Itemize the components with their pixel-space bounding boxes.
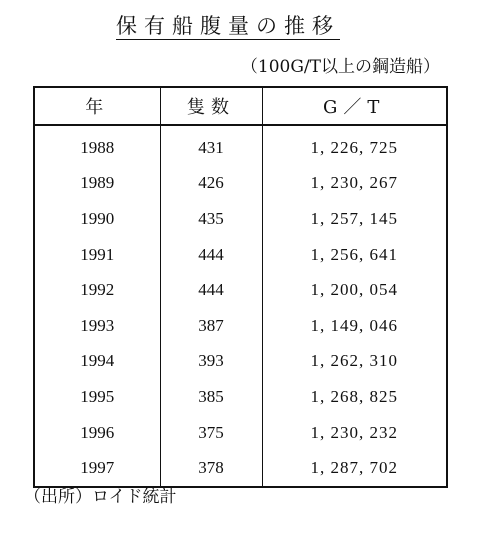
table-row bbox=[34, 379, 447, 415]
tonnage-cell: 1, 268, 825 bbox=[310, 386, 398, 406]
count-cell: 444 bbox=[160, 237, 262, 273]
table-row bbox=[34, 201, 447, 237]
tonnage-cell: 1, 230, 267 bbox=[310, 173, 398, 193]
column-header-year: 年 bbox=[34, 87, 160, 125]
table-row bbox=[34, 125, 447, 166]
year-cell: 1997 bbox=[34, 450, 160, 487]
count-cell: 431 bbox=[160, 125, 262, 166]
table-row bbox=[34, 450, 447, 487]
count-cell: 393 bbox=[160, 344, 262, 380]
table-row bbox=[34, 344, 447, 380]
year-cell: 1995 bbox=[34, 379, 160, 415]
count-cell: 426 bbox=[160, 166, 262, 202]
year-cell: 1996 bbox=[34, 415, 160, 451]
header-row bbox=[34, 87, 447, 125]
data-table bbox=[33, 86, 448, 488]
table-row bbox=[34, 237, 447, 273]
year-cell: 1994 bbox=[34, 344, 160, 380]
count-cell: 375 bbox=[160, 415, 262, 451]
count-cell: 387 bbox=[160, 308, 262, 344]
year-cell: 1993 bbox=[34, 308, 160, 344]
tonnage-cell: 1, 257, 145 bbox=[310, 208, 398, 228]
year-cell: 1992 bbox=[34, 272, 160, 308]
tonnage-cell: 1, 230, 232 bbox=[310, 422, 398, 442]
column-header-tonnage: G／T bbox=[262, 87, 447, 125]
column-header-count: 隻数 bbox=[160, 87, 262, 125]
count-cell: 385 bbox=[160, 379, 262, 415]
tonnage-cell: 1, 262, 310 bbox=[310, 351, 398, 371]
tonnage-cell: 1, 149, 046 bbox=[310, 315, 398, 335]
count-cell: 435 bbox=[160, 201, 262, 237]
table-row bbox=[34, 272, 447, 308]
year-cell: 1988 bbox=[34, 125, 160, 166]
table-row bbox=[34, 308, 447, 344]
year-cell: 1989 bbox=[34, 166, 160, 202]
source-note: （出所）ロイド統計 bbox=[24, 487, 177, 507]
tonnage-cell: 1, 287, 702 bbox=[310, 458, 398, 478]
table-row bbox=[34, 166, 447, 202]
count-cell: 378 bbox=[160, 450, 262, 487]
page-title: 保有船腹量の推移 bbox=[116, 14, 340, 38]
tonnage-cell: 1, 256, 641 bbox=[310, 244, 398, 264]
table-subtitle: （100G/T以上の鋼造船） bbox=[240, 57, 440, 77]
tonnage-cell: 1, 226, 725 bbox=[310, 137, 398, 157]
table-row bbox=[34, 415, 447, 451]
year-cell: 1990 bbox=[34, 201, 160, 237]
tonnage-cell: 1, 200, 054 bbox=[310, 280, 398, 300]
year-cell: 1991 bbox=[34, 237, 160, 273]
count-cell: 444 bbox=[160, 272, 262, 308]
